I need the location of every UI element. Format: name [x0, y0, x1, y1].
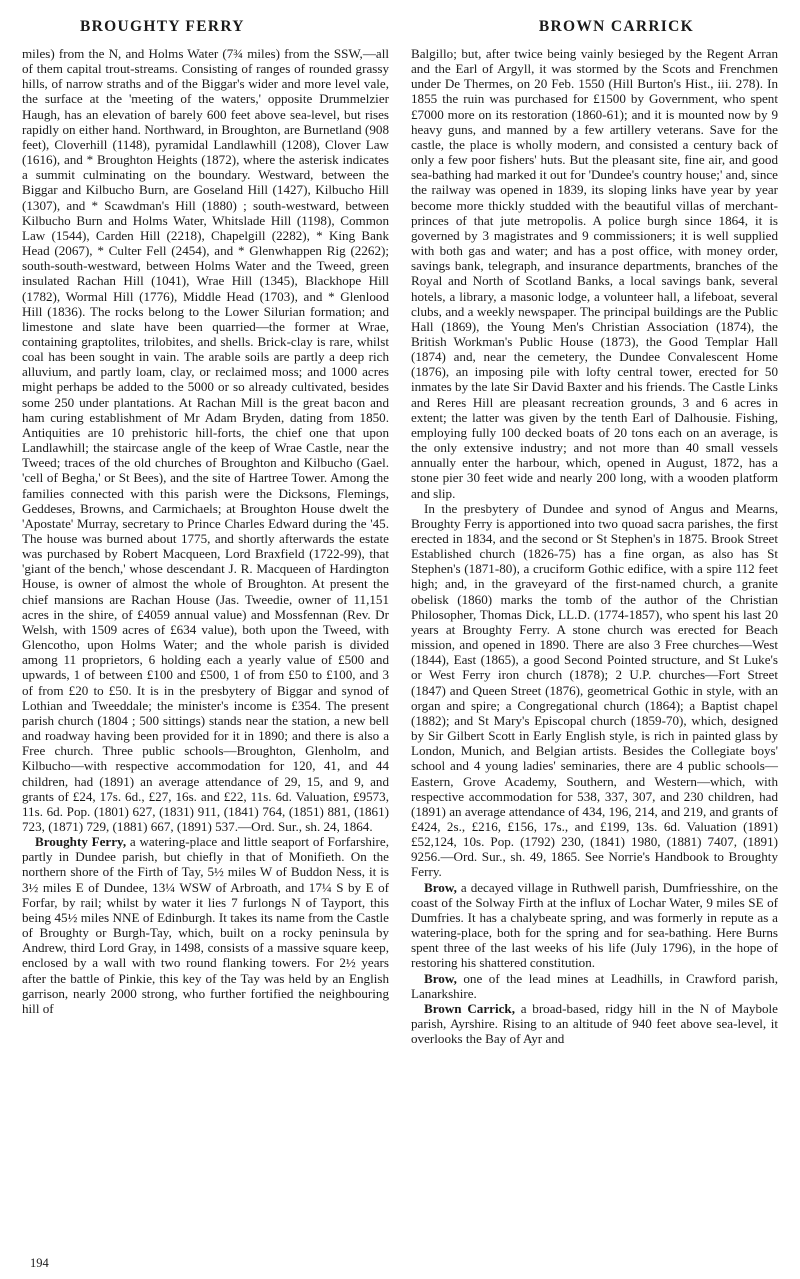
text-columns — [22, 46, 778, 1216]
entry-text: one of the lead mines at Leadhills, in Crawford parish, Lanarkshire. — [411, 970, 778, 1001]
paragraph-continuation-right: Balgillo; but, after twice being vainly besieged by the Regent Arran and the Earl of Argyll, it was stormed by the Scots and Frenchmen under De Thermes, on 20 Feb. 1550 (Hill Burton's Hist., iii. 278). In 1855 the ruin was purchased for £1500 by Government, who spent £7000 more on its restoration (1860-61); and it is mounted now by 9 heavy guns, and manned by a few artillery veterans. Save for the castle, the place is wholly modern, and consisted a century back of only a few poor fishers' huts. But the pleasant site, fine air, and good sea-bathing had marked it out for 'Dundee's country house;' and, since the railway was opened in 1839, its sloping links have year by year become more thickly studded with the beautiful villas of merchant-princes of that jute metropolis. A police burgh since 1864, it is governed by 3 magistrates and 9 commissioners; it is well supplied with both gas and water; and has a post office, with money order, savings bank, telegraph, and insurance departments, branches of the Royal and North of Scotland Banks, a local savings bank, several hotels, a library, a masonic lodge, a volunteer hall, a lifeboat, several clubs, and a weekly newspaper. The principal buildings are the Public Hall (1869), the Young Men's Christian Association (1874), the British Workman's Public House (1873), the Good Templar Hall (1874) and, near the cemetery, the Dundee Convalescent Home (1876), an imposing pile with lofty central tower, erected for 50 inmates by the late Sir David Baxter and his friends. The Castle Links and Reres Hill are pleasant recreation grounds, 3 and 6 acres in extent; the latter was given by the tenth Earl of Dalhousie. Fishing, employing fully 100 decked boats of 20 tons each on an average, is the only extensive industry; and not more than 40 small vessels annually enter the harbour, which, opened in August, 1872, has a stone pier 30 feet wide and nearly 200 long, with a wooden platform and slip. — [411, 46, 778, 501]
entry-text: a watering-place and little seaport of Forfarshire, partly in Dundee parish, but chiefly in that of Monifieth. On the northern shore of the Firth of Tay, 5½ miles W of Buddon Ness, it is 3½ miles E of Dundee, 13¼ WSW of Arbroath, and 17¼ S by E of Forfar, by rail; whilst by water it lies 7 furlongs N of Tayport, this being 45½ miles NNE of Edinburgh. It takes its name from the Castle of Broughty or Burgh-Tay, which, built on a rocky peninsula by Andrew, third Lord Gray, in 1498, consists of a massive square keep, enclosed by a wall with two round flanking towers. For 2½ years after the battle of Pinkie, this key of the Tay was held by an English garrison, nearly 2000 strong, who further fortified the neighbouring hill of — [22, 834, 389, 1016]
entry-text: a decayed village in Ruthwell parish, Dumfriesshire, on the coast of the Solway Firth at the influx of Lochar Water, 9 miles SE of Dumfries. It has a chalybeate spring, and was formerly in repute as a watering-place, both for the spring and for sea-bathing. Here Burns spent three of the last weeks of his life (July 1796), in the hope of restoring his shattered constitution. — [411, 879, 778, 971]
paragraph-continuation: miles) from the N, and Holms Water (7¾ miles) from the SSW,—all of them capital trout-streams. Consisting of ranges of rounded grassy hills, of narrow straths and of the Biggar's wider and more level vale, the surface at the 'meeting of the waters,' opposite Drummelzier Haugh, has an elevation of barely 600 feet above sea-level, but rises rapidly on either hand. Northward, in Broughton, are Burnetland (908 feet), Cloverhill (1148), pyramidal Landlawhill (1208), Clover Law (1616), and * Broughton Heights (1872), where the asterisk indicates a summit culminating on the boundary. Westward, between the Biggar and Kilbucho Burn, are Goseland Hill (1427), Kilbucho Hill (1307), and * Scawdman's Hill (1880) ; south-westward, between Kilbucho Burn and Holms Water, Whitslade Hill (1198), Common Law (1544), Carden Hill (2218), Chapelgill (2282), * King Bank Head (2067), * Culter Fell (2454), and * Glenwhappen Rig (2262); south-south-westward, between Holms Water and the Tweed, green insulated Rachan Hill (1041), Wrae Hill (1345), Blackhope Hill (1782), Wormal Hill (1776), Middle Head (1703), and * Glenlood Hill (1836). The rocks belong to the Lower Silurian formation; and limestone and slate have been quarried—the former at Wrae, containing graptolites, trilobites, and shells. Brick-clay is rare, whilst coal has been sought in vain. The arable soils are partly a deep rich alluvium, and partly loam, clay, or reclaimed moss; and 1000 acres might perhaps be added to the 5000 or so already cultivated, besides some 250 under plantations. At Rachan Mill is the great bacon and ham curing establishment of Mr Adam Bryden, dating from 1850. Antiquities are 10 prehistoric hill-forts, the chief one that upon Landlawhill; the staircase angle of the keep of Wrae Castle, near the Tweed; traces of the old churches of Broughton and Kilbucho (Gael. 'cell of Begha,' or St Bees), and the site of Hartree Tower. Among the families connected with this parish were the Dicksons, Flemings, Geddeses, Browns, and Carmichaels; at Broughton House dwelt the 'Apostate' Murray, secretary to Prince Charles Edward during the '45. The house was burned about 1775, and shortly afterwards the estate was purchased by Robert Macqueen, Lord Braxfield (1722-99), that 'giant of the bench,' whose descendant J. R. Macqueen of Hardington House, is owner of almost the whole of Broughton. At present the chief mansions are Rachan House (Jas. Tweedie, owner of 11,151 acres in the shire, of £4059 annual value) and Mossfennan (Rev. Dr Welsh, with 1509 acres of £634 value), both upon the Tweed, with Glencotho, upon Holms Water; and the whole parish is divided among 11 proprietors, 6 holding each a yearly value of £500 and upwards, 1 of between £100 and £500, 1 of from £50 to £100, and 3 of from £20 to £50. It is in the presbytery of Biggar and synod of Lothian and Tweeddale; the minister's income is £354. The present parish church (1804 ; 500 sittings) stands near the station, a new bell and roadway having been provided for it in 1890; and there is also a Free church. Three public schools—Broughton, Glenholm, and Kilbucho—with respective accommodation for 120, 41, and 44 children, had (1891) an average attendance of 29, 15, and 9, and grants of £24, 17s. 6d., £27, 16s. and £22, 11s. 6d. Valuation, £9573, 11s. 6d. Pop. (1801) 627, (1831) 911, (1841) 764, (1851) 881, (1861) 723, (1871) 729, (1881) 667, (1891) 537.—Ord. Sur., sh. 24, 1864. — [22, 46, 389, 834]
paragraph-presbytery: In the presbytery of Dundee and synod of Angus and Mearns, Broughty Ferry is apportioned into two quoad sacra parishes, the first erected in 1834, and the second or St Stephen's in 1875. Brook Street Established church (1826-75) has a fine organ, as also has St Stephen's (1871-80), a cruciform Gothic edifice, with a spire 112 feet high; and, in the graveyard of the first-named church, a granite obelisk (1860) marks the tomb of the author of the Christian Philosopher, Thomas Dick, LL.D. (1774-1857), who spent his last 20 years at Broughty Ferry. A stone church was erected for Beach mission, and opened in 1890. There are also 3 Free churches—West (1844), East (1865), a good Second Pointed structure, and St Luke's or West Ferry iron church (1878); 2 U.P. churches—Fort Street (1847) and Queen Street (1876), geometrical Gothic in style, with an organ and spire; a Congregational church (1864); a Baptist chapel (1882); and St Mary's Episcopal church (1859-70), which, designed by Sir Gilbert Scott in Early English style, is rich in painted glass by London, Munich, and Belgian artists. Besides the Collegiate boys' school and 4 young ladies' seminaries, there are 4 public schools—Eastern, Grove Academy, Southern, and Western—which, with respective accommodation for 538, 337, 307, and 230 children, had (1891) an average attendance of 434, 196, 214, and 219, and grants of £424, 2s., £216, £156, 17s., and £199, 13s. 6d. Valuation (1891) £52,124, 10s. Pop. (1792) 230, (1841) 1980, (1881) 7407, (1891) 9256.—Ord. Sur., sh. 49, 1865. See Norrie's Handbook to Broughty Ferry. — [411, 500, 778, 880]
entry-brow-mine — [411, 971, 778, 1001]
entry-name: Brow, — [424, 970, 457, 986]
entry-name: Brow, — [424, 879, 457, 895]
right-column — [399, 46, 778, 1216]
running-head-right: BROWN CARRICK — [538, 18, 694, 35]
entry-name: Broughty Ferry, — [35, 834, 127, 850]
entry-broughty-ferry — [22, 834, 389, 1016]
running-head — [22, 18, 778, 36]
entry-brown-carrick — [411, 1001, 778, 1046]
running-head-left: BROUGHTY FERRY — [80, 18, 245, 35]
entry-brow-village — [411, 880, 778, 971]
page-number: 194 — [30, 1256, 49, 1270]
entry-text: a broad-based, ridgy hill in the N of Maybole parish, Ayrshire. Rising to an altitude of 940 feet above sea-level, it overlooks the Bay of Ayr and — [411, 1000, 778, 1047]
left-column — [22, 46, 399, 1216]
entry-name: Brown Carrick, — [424, 1000, 515, 1016]
